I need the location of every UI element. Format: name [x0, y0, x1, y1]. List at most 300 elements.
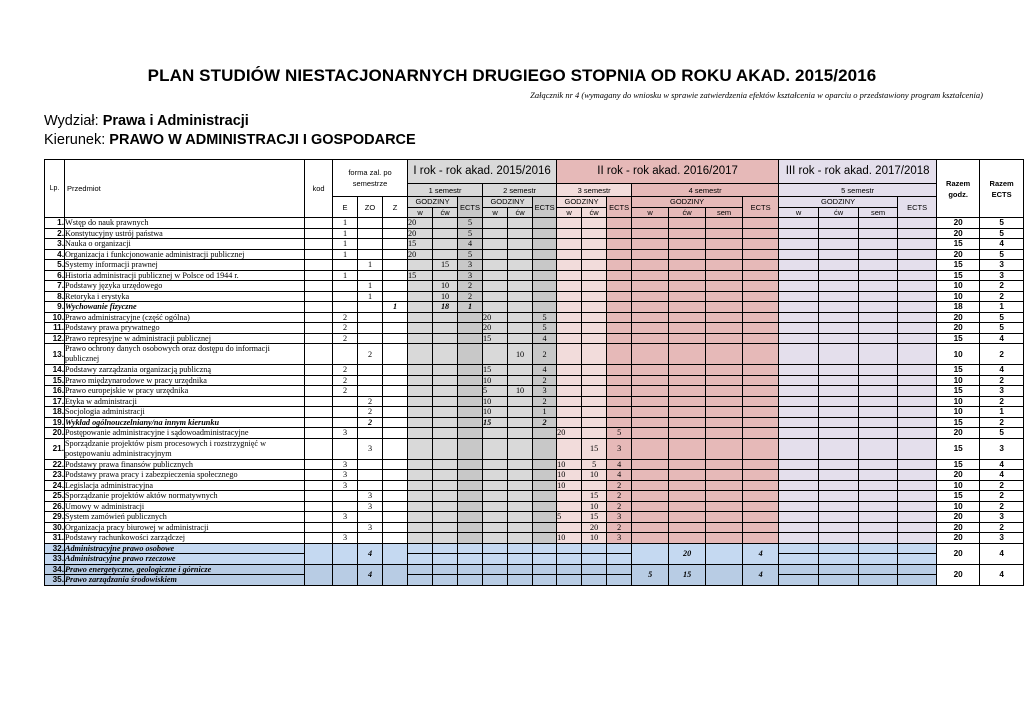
cell-s2e	[533, 480, 557, 491]
cell-empty	[508, 543, 533, 554]
header-w: w	[632, 207, 669, 218]
header-hours: GODZINY	[408, 197, 458, 208]
cell-s1e: 1	[458, 302, 483, 313]
cell-s1e: 3	[458, 270, 483, 281]
cell-s4s	[706, 480, 743, 491]
cell-s3e: 4	[607, 470, 632, 481]
cell-s1e: 5	[458, 228, 483, 239]
cell-s4w	[632, 522, 669, 533]
table-row	[45, 333, 1024, 344]
cell-s4w	[632, 312, 669, 323]
cell-s1w	[408, 312, 433, 323]
cell-s2e: 3	[533, 386, 557, 397]
cell-s2e	[533, 218, 557, 229]
row-number: 10.	[45, 312, 65, 323]
cell-zo	[358, 312, 383, 323]
cell-s4s	[706, 344, 743, 365]
total-hours: 15	[937, 365, 980, 376]
subject-name: System zamówień publicznych	[65, 512, 305, 523]
cell-s3w	[557, 312, 582, 323]
cell-s2e	[533, 522, 557, 533]
cell-s2e: 1	[533, 407, 557, 418]
cell-empty	[779, 554, 819, 565]
cell-s1c	[433, 228, 458, 239]
cell-e: 3	[333, 512, 358, 523]
total-hours: 20	[937, 228, 980, 239]
cell-z	[383, 365, 408, 376]
cell-s5s	[859, 218, 898, 229]
cell-e: 2	[333, 386, 358, 397]
cell-s5w	[779, 239, 819, 250]
row-number: 6.	[45, 270, 65, 281]
cell-s2c	[508, 218, 533, 229]
cell-s5c	[819, 249, 859, 260]
cell-s2c	[508, 470, 533, 481]
row-number: 34.	[45, 564, 65, 575]
cell-s1e	[458, 344, 483, 365]
cell-s3c	[582, 375, 607, 386]
cell-s4e	[743, 375, 779, 386]
subject-name: Podstawy prawa pracy i zabezpieczenia społecznego	[65, 470, 305, 481]
cell-s1w	[408, 260, 433, 271]
total-ects: 2	[980, 417, 1024, 428]
cell-s3c	[582, 302, 607, 313]
cell-s4c	[669, 312, 706, 323]
header-code: kod	[305, 160, 333, 218]
table-row	[45, 501, 1024, 512]
cell-z	[383, 533, 408, 544]
cell-s5c	[819, 218, 859, 229]
cell-s5w	[779, 260, 819, 271]
total-ects: 5	[980, 228, 1024, 239]
cell-s2w: 10	[483, 375, 508, 386]
cell-z	[383, 239, 408, 250]
cell-s4e	[743, 522, 779, 533]
cell-s3e: 4	[607, 459, 632, 470]
cell-s5c	[819, 291, 859, 302]
cell-s2e: 5	[533, 312, 557, 323]
cell-s1c	[433, 375, 458, 386]
table-row	[45, 438, 1024, 459]
cell-s4s	[706, 543, 743, 564]
header-sem-1: 1 semestr	[408, 184, 483, 197]
cell-s5s	[859, 333, 898, 344]
row-number: 30.	[45, 522, 65, 533]
cell-s3w	[557, 417, 582, 428]
cell-s2c	[508, 312, 533, 323]
cell-s3w	[557, 501, 582, 512]
subject-name: Administracyjne prawo osobowe	[65, 543, 305, 554]
cell-s3w: 10	[557, 533, 582, 544]
subject-name: Sporządzanie projektów pism procesowych i rozstrzygnięć w postępowaniu administracyjnym	[65, 438, 305, 459]
cell-s3w	[557, 291, 582, 302]
total-ects: 4	[980, 459, 1024, 470]
header-year-3: III rok - rok akad. 2017/2018	[779, 160, 937, 184]
cell-s5s	[859, 522, 898, 533]
cell-s4e	[743, 470, 779, 481]
cell-s2c	[508, 407, 533, 418]
cell-s4c	[669, 375, 706, 386]
subject-code	[305, 470, 333, 481]
elective-group-row	[45, 543, 1024, 554]
cell-z	[383, 417, 408, 428]
subject-name: Wstęp do nauk prawnych	[65, 218, 305, 229]
cell-s3e	[607, 260, 632, 271]
cell-empty	[582, 543, 607, 554]
header-year-1: I rok - rok akad. 2015/2016	[408, 160, 557, 184]
cell-s3c: 5	[582, 459, 607, 470]
cell-empty	[557, 564, 582, 575]
cell-s3w: 20	[557, 428, 582, 439]
cell-s5e	[898, 438, 937, 459]
cell-s4c	[669, 365, 706, 376]
cell-s5c	[819, 428, 859, 439]
subject-code	[305, 260, 333, 271]
cell-s5w	[779, 522, 819, 533]
table-row	[45, 260, 1024, 271]
cell-zo	[358, 480, 383, 491]
table-row	[45, 291, 1024, 302]
subject-code	[305, 501, 333, 512]
cell-s2c: 10	[508, 344, 533, 365]
total-ects: 2	[980, 281, 1024, 292]
header-zo: ZO	[358, 197, 383, 218]
cell-empty	[483, 543, 508, 554]
subject-name: Podstawy rachunkowości zarządczej	[65, 533, 305, 544]
cell-z	[383, 323, 408, 334]
cell-s3w: 5	[557, 512, 582, 523]
cell-s5c	[819, 522, 859, 533]
cell-s2e	[533, 239, 557, 250]
header-hours: GODZINY	[557, 197, 607, 208]
cell-s1w: 20	[408, 228, 433, 239]
table-row	[45, 522, 1024, 533]
cell-s5s	[859, 312, 898, 323]
cell-s4c	[669, 438, 706, 459]
cell-e	[333, 522, 358, 533]
cell-s4s	[706, 470, 743, 481]
cell-s4w	[632, 281, 669, 292]
cell-s1e	[458, 386, 483, 397]
cell-s5w	[779, 333, 819, 344]
cell-s3e: 3	[607, 512, 632, 523]
cell-s5s	[859, 239, 898, 250]
cell-s2c	[508, 501, 533, 512]
cell-z	[383, 291, 408, 302]
header-sem: sem	[706, 207, 743, 218]
cell-s1c	[433, 533, 458, 544]
cell-s3c	[582, 396, 607, 407]
subject-code	[305, 480, 333, 491]
cell-empty	[898, 564, 937, 575]
cell-e: 2	[333, 375, 358, 386]
total-hours: 20	[937, 564, 980, 585]
cell-s4s	[706, 396, 743, 407]
row-number: 18.	[45, 407, 65, 418]
cell-s5s	[859, 512, 898, 523]
cell-s1c	[433, 438, 458, 459]
subject-code	[305, 407, 333, 418]
cell-s5w	[779, 218, 819, 229]
header-w: w	[483, 207, 508, 218]
cell-s4e	[743, 407, 779, 418]
cell-s2w	[483, 270, 508, 281]
cell-s2e	[533, 533, 557, 544]
cell-s2c	[508, 491, 533, 502]
cell-s3c	[582, 270, 607, 281]
row-number: 31.	[45, 533, 65, 544]
cell-s1w: 20	[408, 249, 433, 260]
cell-s3e	[607, 270, 632, 281]
cell-s4c	[669, 533, 706, 544]
cell-s2w	[483, 344, 508, 365]
cell-s5s	[859, 386, 898, 397]
total-hours: 10	[937, 281, 980, 292]
cell-s3e: 2	[607, 480, 632, 491]
cell-s1c	[433, 333, 458, 344]
cell-s3c	[582, 228, 607, 239]
cell-s5w	[779, 270, 819, 281]
subject-name: Wykład ogólnouczelniany/na innym kierunku	[65, 417, 305, 428]
subject-code	[305, 218, 333, 229]
cell-s1e: 5	[458, 249, 483, 260]
total-ects: 2	[980, 480, 1024, 491]
cell-e: 2	[333, 365, 358, 376]
total-hours: 15	[937, 386, 980, 397]
total-ects: 3	[980, 512, 1024, 523]
subject-code	[305, 365, 333, 376]
cell-s4s	[706, 533, 743, 544]
cell-s5s	[859, 480, 898, 491]
subject-code	[305, 428, 333, 439]
subject-name: Retoryka i erystyka	[65, 291, 305, 302]
cell-s1c	[433, 522, 458, 533]
cell-s3e: 5	[607, 428, 632, 439]
cell-s5c	[819, 239, 859, 250]
subject-name: Prawo międzynarodowe w pracy urzędnika	[65, 375, 305, 386]
cell-z	[383, 249, 408, 260]
cell-s2e	[533, 512, 557, 523]
cell-s3w	[557, 218, 582, 229]
cell-empty	[607, 564, 632, 575]
row-number: 24.	[45, 480, 65, 491]
cell-s5s	[859, 302, 898, 313]
cell-s5w	[779, 344, 819, 365]
cell-s2e: 2	[533, 396, 557, 407]
total-ects: 4	[980, 564, 1024, 585]
total-ects: 3	[980, 386, 1024, 397]
cell-s3c	[582, 249, 607, 260]
cell-s2e: 4	[533, 365, 557, 376]
cell-s1e	[458, 501, 483, 512]
cell-s3c	[582, 480, 607, 491]
row-number: 7.	[45, 281, 65, 292]
cell-s2w	[483, 480, 508, 491]
total-hours: 10	[937, 501, 980, 512]
cell-s5w	[779, 438, 819, 459]
cell-s4e	[743, 512, 779, 523]
cell-zo: 2	[358, 417, 383, 428]
cell-s1c	[433, 459, 458, 470]
subject-name: Organizacja pracy biurowej w administracji	[65, 522, 305, 533]
cell-s1c	[433, 501, 458, 512]
cell-s4s	[706, 260, 743, 271]
cell-empty	[433, 543, 458, 554]
cell-s4e	[743, 491, 779, 502]
cell-zo: 3	[358, 491, 383, 502]
cell-s1w	[408, 302, 433, 313]
cell-s4e	[743, 239, 779, 250]
total-hours: 20	[937, 512, 980, 523]
plan-body	[45, 218, 1024, 586]
table-row	[45, 396, 1024, 407]
cell-s5e	[898, 344, 937, 365]
cell-s4w	[632, 365, 669, 376]
table-row	[45, 386, 1024, 397]
cell-s1e	[458, 491, 483, 502]
cell-s5c	[819, 533, 859, 544]
cell-s2e	[533, 470, 557, 481]
cell-s5e	[898, 417, 937, 428]
cell-s1e	[458, 522, 483, 533]
total-ects: 3	[980, 438, 1024, 459]
cell-s1c: 15	[433, 260, 458, 271]
cell-s4s	[706, 302, 743, 313]
cell-s3e: 3	[607, 533, 632, 544]
cell-s4c	[669, 386, 706, 397]
cell-s1c	[433, 365, 458, 376]
cell-s4s	[706, 428, 743, 439]
cell-s1w	[408, 407, 433, 418]
subject-name: Wychowanie fizyczne	[65, 302, 305, 313]
cell-s3w: 10	[557, 480, 582, 491]
header-cw: ćw	[669, 207, 706, 218]
cell-zo	[358, 239, 383, 250]
cell-s1w	[408, 533, 433, 544]
row-number: 14.	[45, 365, 65, 376]
cell-s3c: 10	[582, 501, 607, 512]
faculty-line	[44, 113, 249, 129]
cell-s3c: 10	[582, 470, 607, 481]
cell-s5w	[779, 302, 819, 313]
cell-s4c	[669, 522, 706, 533]
cell-s4w	[632, 438, 669, 459]
subject-code	[305, 302, 333, 313]
cell-s4w	[632, 491, 669, 502]
cell-e	[333, 491, 358, 502]
cell-s4s	[706, 386, 743, 397]
cell-empty	[483, 564, 508, 575]
cell-s5s	[859, 365, 898, 376]
cell-s3c: 20	[582, 522, 607, 533]
cell-zo	[358, 428, 383, 439]
cell-s5s	[859, 407, 898, 418]
row-number: 11.	[45, 323, 65, 334]
cell-s5e	[898, 260, 937, 271]
subject-code	[305, 417, 333, 428]
cell-s4w	[632, 333, 669, 344]
total-hours: 20	[937, 522, 980, 533]
cell-e: 1	[333, 228, 358, 239]
cell-s3w	[557, 344, 582, 365]
cell-s4w	[632, 417, 669, 428]
cell-s5c	[819, 302, 859, 313]
cell-s3c	[582, 386, 607, 397]
faculty-value: Prawa i Administracji	[102, 113, 249, 129]
cell-s2c	[508, 428, 533, 439]
cell-e	[333, 281, 358, 292]
cell-s2c	[508, 522, 533, 533]
cell-s3e	[607, 386, 632, 397]
cell-s1e	[458, 438, 483, 459]
cell-s2c	[508, 512, 533, 523]
row-number: 8.	[45, 291, 65, 302]
cell-s4w	[632, 428, 669, 439]
cell-s5e	[898, 501, 937, 512]
subject-code	[305, 375, 333, 386]
cell-s4s	[706, 323, 743, 334]
cell-empty	[582, 575, 607, 586]
cell-e: 3	[333, 533, 358, 544]
cell-s4s	[706, 239, 743, 250]
header-w: w	[557, 207, 582, 218]
table-row	[45, 249, 1024, 260]
table-row	[45, 407, 1024, 418]
cell-zo: 4	[358, 543, 383, 564]
cell-s4s	[706, 218, 743, 229]
table-row	[45, 459, 1024, 470]
cell-s4w	[632, 270, 669, 281]
cell-s5s	[859, 323, 898, 334]
cell-s1c	[433, 491, 458, 502]
header-e: E	[333, 197, 358, 218]
page-title: PLAN STUDIÓW NIESTACJONARNYCH DRUGIEGO STOPNIA OD ROKU AKAD. 2015/2016	[147, 66, 877, 85]
total-hours: 10	[937, 291, 980, 302]
cell-z	[383, 407, 408, 418]
cell-s2e	[533, 501, 557, 512]
table-row	[45, 312, 1024, 323]
cell-s5e	[898, 312, 937, 323]
cell-z	[383, 564, 408, 585]
cell-s3e: 3	[607, 438, 632, 459]
cell-e: 2	[333, 323, 358, 334]
total-hours: 15	[937, 239, 980, 250]
cell-s1c	[433, 512, 458, 523]
subject-name: Legislacja administracyjna	[65, 480, 305, 491]
cell-s5c	[819, 386, 859, 397]
cell-s1e	[458, 323, 483, 334]
total-hours: 20	[937, 470, 980, 481]
table-row	[45, 302, 1024, 313]
cell-s2e	[533, 281, 557, 292]
cell-e	[333, 564, 358, 585]
cell-s2c	[508, 333, 533, 344]
cell-s4c	[669, 470, 706, 481]
cell-s4w	[632, 407, 669, 418]
cell-s3w	[557, 375, 582, 386]
subject-code	[305, 533, 333, 544]
cell-s2w	[483, 249, 508, 260]
cell-s5w	[779, 375, 819, 386]
cell-s5w	[779, 491, 819, 502]
cell-z	[383, 260, 408, 271]
cell-s5e	[898, 470, 937, 481]
cell-z	[383, 522, 408, 533]
cell-s2w	[483, 428, 508, 439]
table-row	[45, 218, 1024, 229]
cell-s4s	[706, 291, 743, 302]
cell-s5c	[819, 512, 859, 523]
